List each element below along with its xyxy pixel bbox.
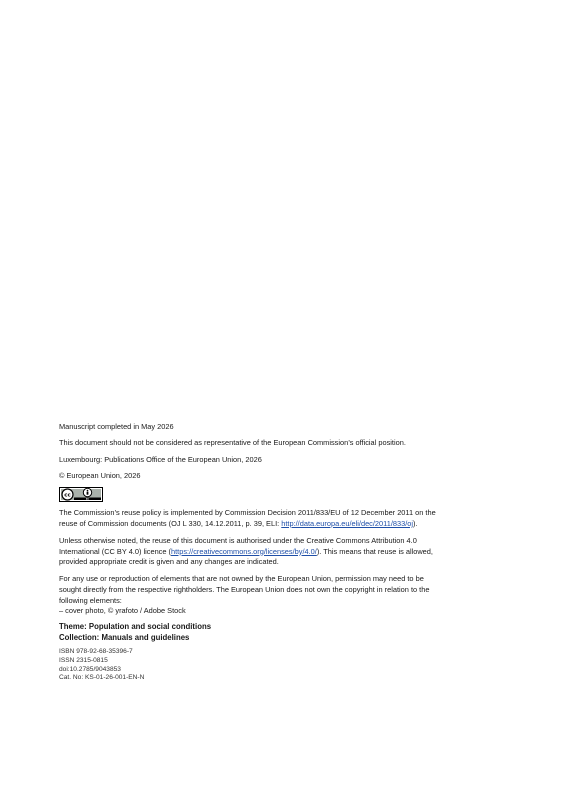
cc-licence-link[interactable]: https://creativecommons.org/licenses/by/4.0/ — [171, 546, 317, 556]
identifiers — [59, 648, 447, 683]
eli-link[interactable]: http://data.europa.eu/eli/dec/2011/833/oj — [281, 518, 414, 528]
issn: ISSN 2315-0815 — [59, 657, 108, 665]
legal-notice — [59, 422, 447, 683]
cc-label: cc — [64, 492, 71, 499]
permission-notice: For any use or reproduction of elements that are not owned by the European Union, permission may need to be sought directly from the respective rightholders. The European Union does not own the copyright in relation to the following elements: – cover photo, © yrafoto / Adobe Stock — [59, 574, 430, 616]
manuscript-date: Manuscript completed in May 2026 — [59, 422, 174, 431]
isbn: ISBN 978-92-68-35396-7 — [59, 648, 133, 656]
publisher-line: Luxembourg: Publications Office of the European Union, 2026 — [59, 454, 262, 464]
reuse-policy: The Commission’s reuse policy is implemented by Commission Decision 2011/833/EU of 12 December 2011 on the reuse of Commission documents (OJ L 330, 14.12.2011, p. 39, ELI: http://data.europa.eu/eli/dec/2011/833/oj). — [59, 508, 436, 528]
by-label: BY — [85, 497, 90, 501]
theme-label: Theme: Population and social conditions — [59, 621, 212, 631]
cc-by-badge-icon — [59, 487, 447, 501]
theme-collection — [59, 622, 447, 644]
photo-credit: – cover photo, © yrafoto / Adobe Stock — [59, 606, 186, 616]
licence-notice: Unless otherwise noted, the reuse of this document is authorised under the Creative Commons Attribution 4.0 International (CC BY 4.0) licence (https://creativecommons.org/licenses/by/4.0/). This means that reuse is allowed, provided appropriate credit is given and any changes are indicated. — [59, 535, 433, 567]
collection-label: Collection: Manuals and guidelines — [59, 632, 190, 642]
catalogue-number: Cat. No: KS-01-26-001-EN-N — [59, 674, 145, 682]
doi: doi:10.2785/9043853 — [59, 665, 121, 673]
copyright-line: © European Union, 2026 — [59, 470, 141, 480]
disclaimer: This document should not be considered as representative of the European Commission’s official position. — [59, 438, 406, 448]
